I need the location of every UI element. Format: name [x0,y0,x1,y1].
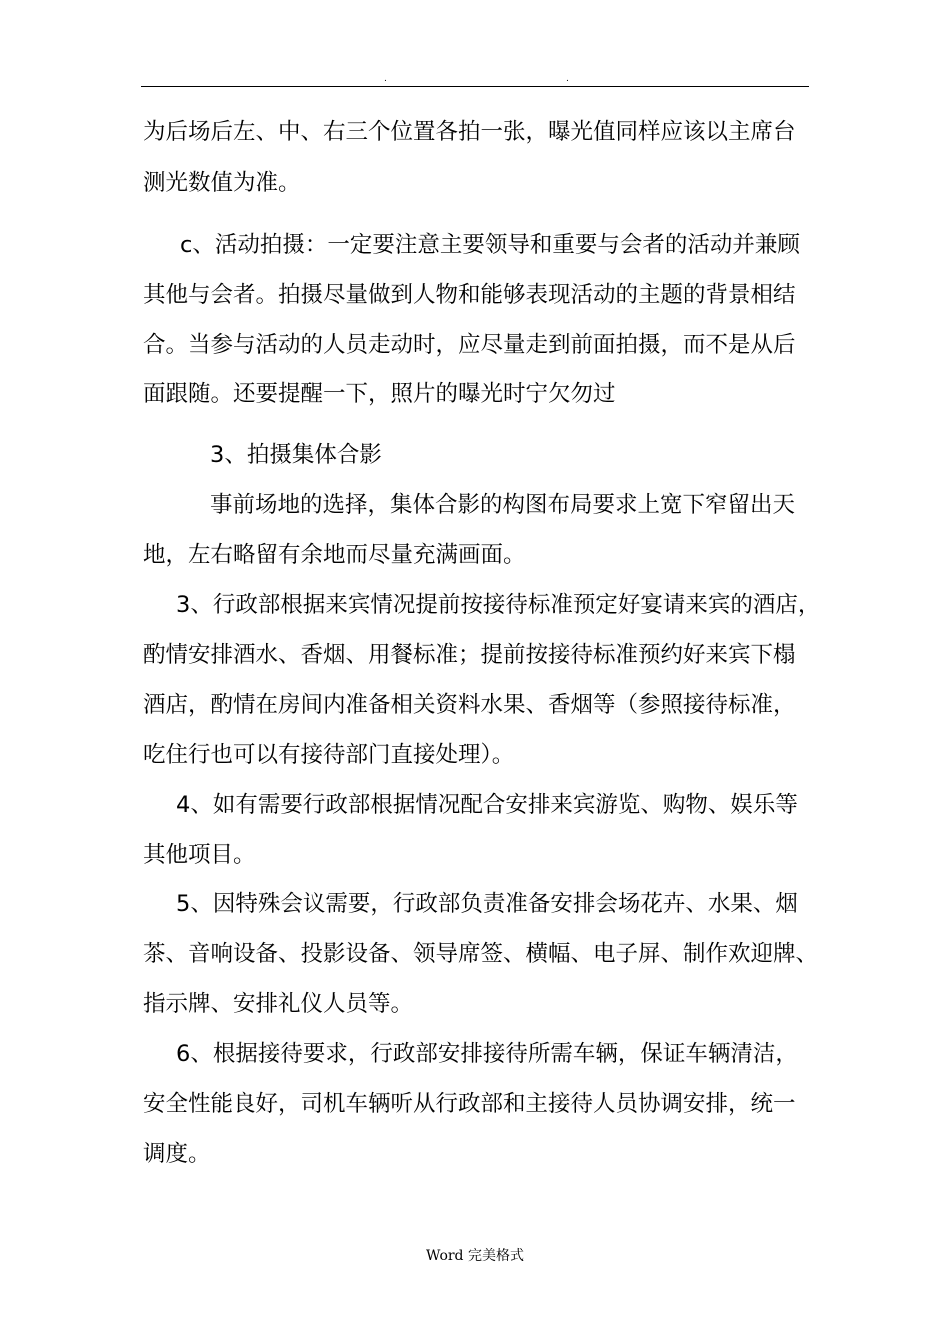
body-line: 3、行政部根据来宾情况提前按接待标准预定好宴请来宾的酒店， [176,592,821,618]
body-line: 测光数值为准。 [143,170,301,196]
body-line: 4、如有需要行政部根据情况配合安排来宾游览、购物、娱乐等 [176,792,798,818]
body-line: 为后场后左、中、右三个位置各拍一张，曝光值同样应该以主席台 [143,119,796,145]
header-rule [141,86,809,87]
body-line: 面跟随。还要提醒一下，照片的曝光时宁欠勿过 [143,381,616,407]
body-line: 吃住行也可以有接待部门直接处理）。 [143,742,515,768]
body-line: 5、因特殊会议需要，行政部负责准备安排会场花卉、水果、烟 [176,891,798,917]
body-line: 调度。 [143,1141,211,1167]
header-dot-right: . [566,74,569,84]
body-line: 指示牌、安排礼仪人员等。 [143,991,414,1017]
body-line: 酒店，酌情在房间内准备相关资料水果、香烟等（参照接待标准， [143,692,796,718]
body-line: 安全性能良好，司机车辆听从行政部和主接待人员协调安排，统一 [143,1091,796,1117]
body-line: 酌情安排酒水、香烟、用餐标准；提前按接待标准预约好来宾下榻 [143,642,796,668]
header-dot-left: . [384,74,387,84]
page-footer: Word 完美格式 [426,1248,524,1264]
body-line: 6、根据接待要求，行政部安排接待所需车辆，保证车辆清洁， [176,1041,798,1067]
body-line: 合。当参与活动的人员走动时，应尽量走到前面拍摄，而不是从后 [143,332,796,358]
body-line: 其他与会者。拍摄尽量做到人物和能够表现活动的主题的背景相结 [143,282,796,308]
body-line: 地，左右略留有余地而尽量充满画面。 [143,542,526,568]
body-line: 事前场地的选择，集体合影的构图布局要求上宽下窄留出天 [210,492,796,518]
section-heading: 3、拍摄集体合影 [210,442,382,468]
body-line: c、活动拍摄：一定要注意主要领导和重要与会者的活动并兼顾 [180,232,800,258]
body-line: 其他项目。 [143,842,256,868]
body-line: 茶、音响设备、投影设备、领导席签、横幅、电子屏、制作欢迎牌、 [143,941,819,967]
